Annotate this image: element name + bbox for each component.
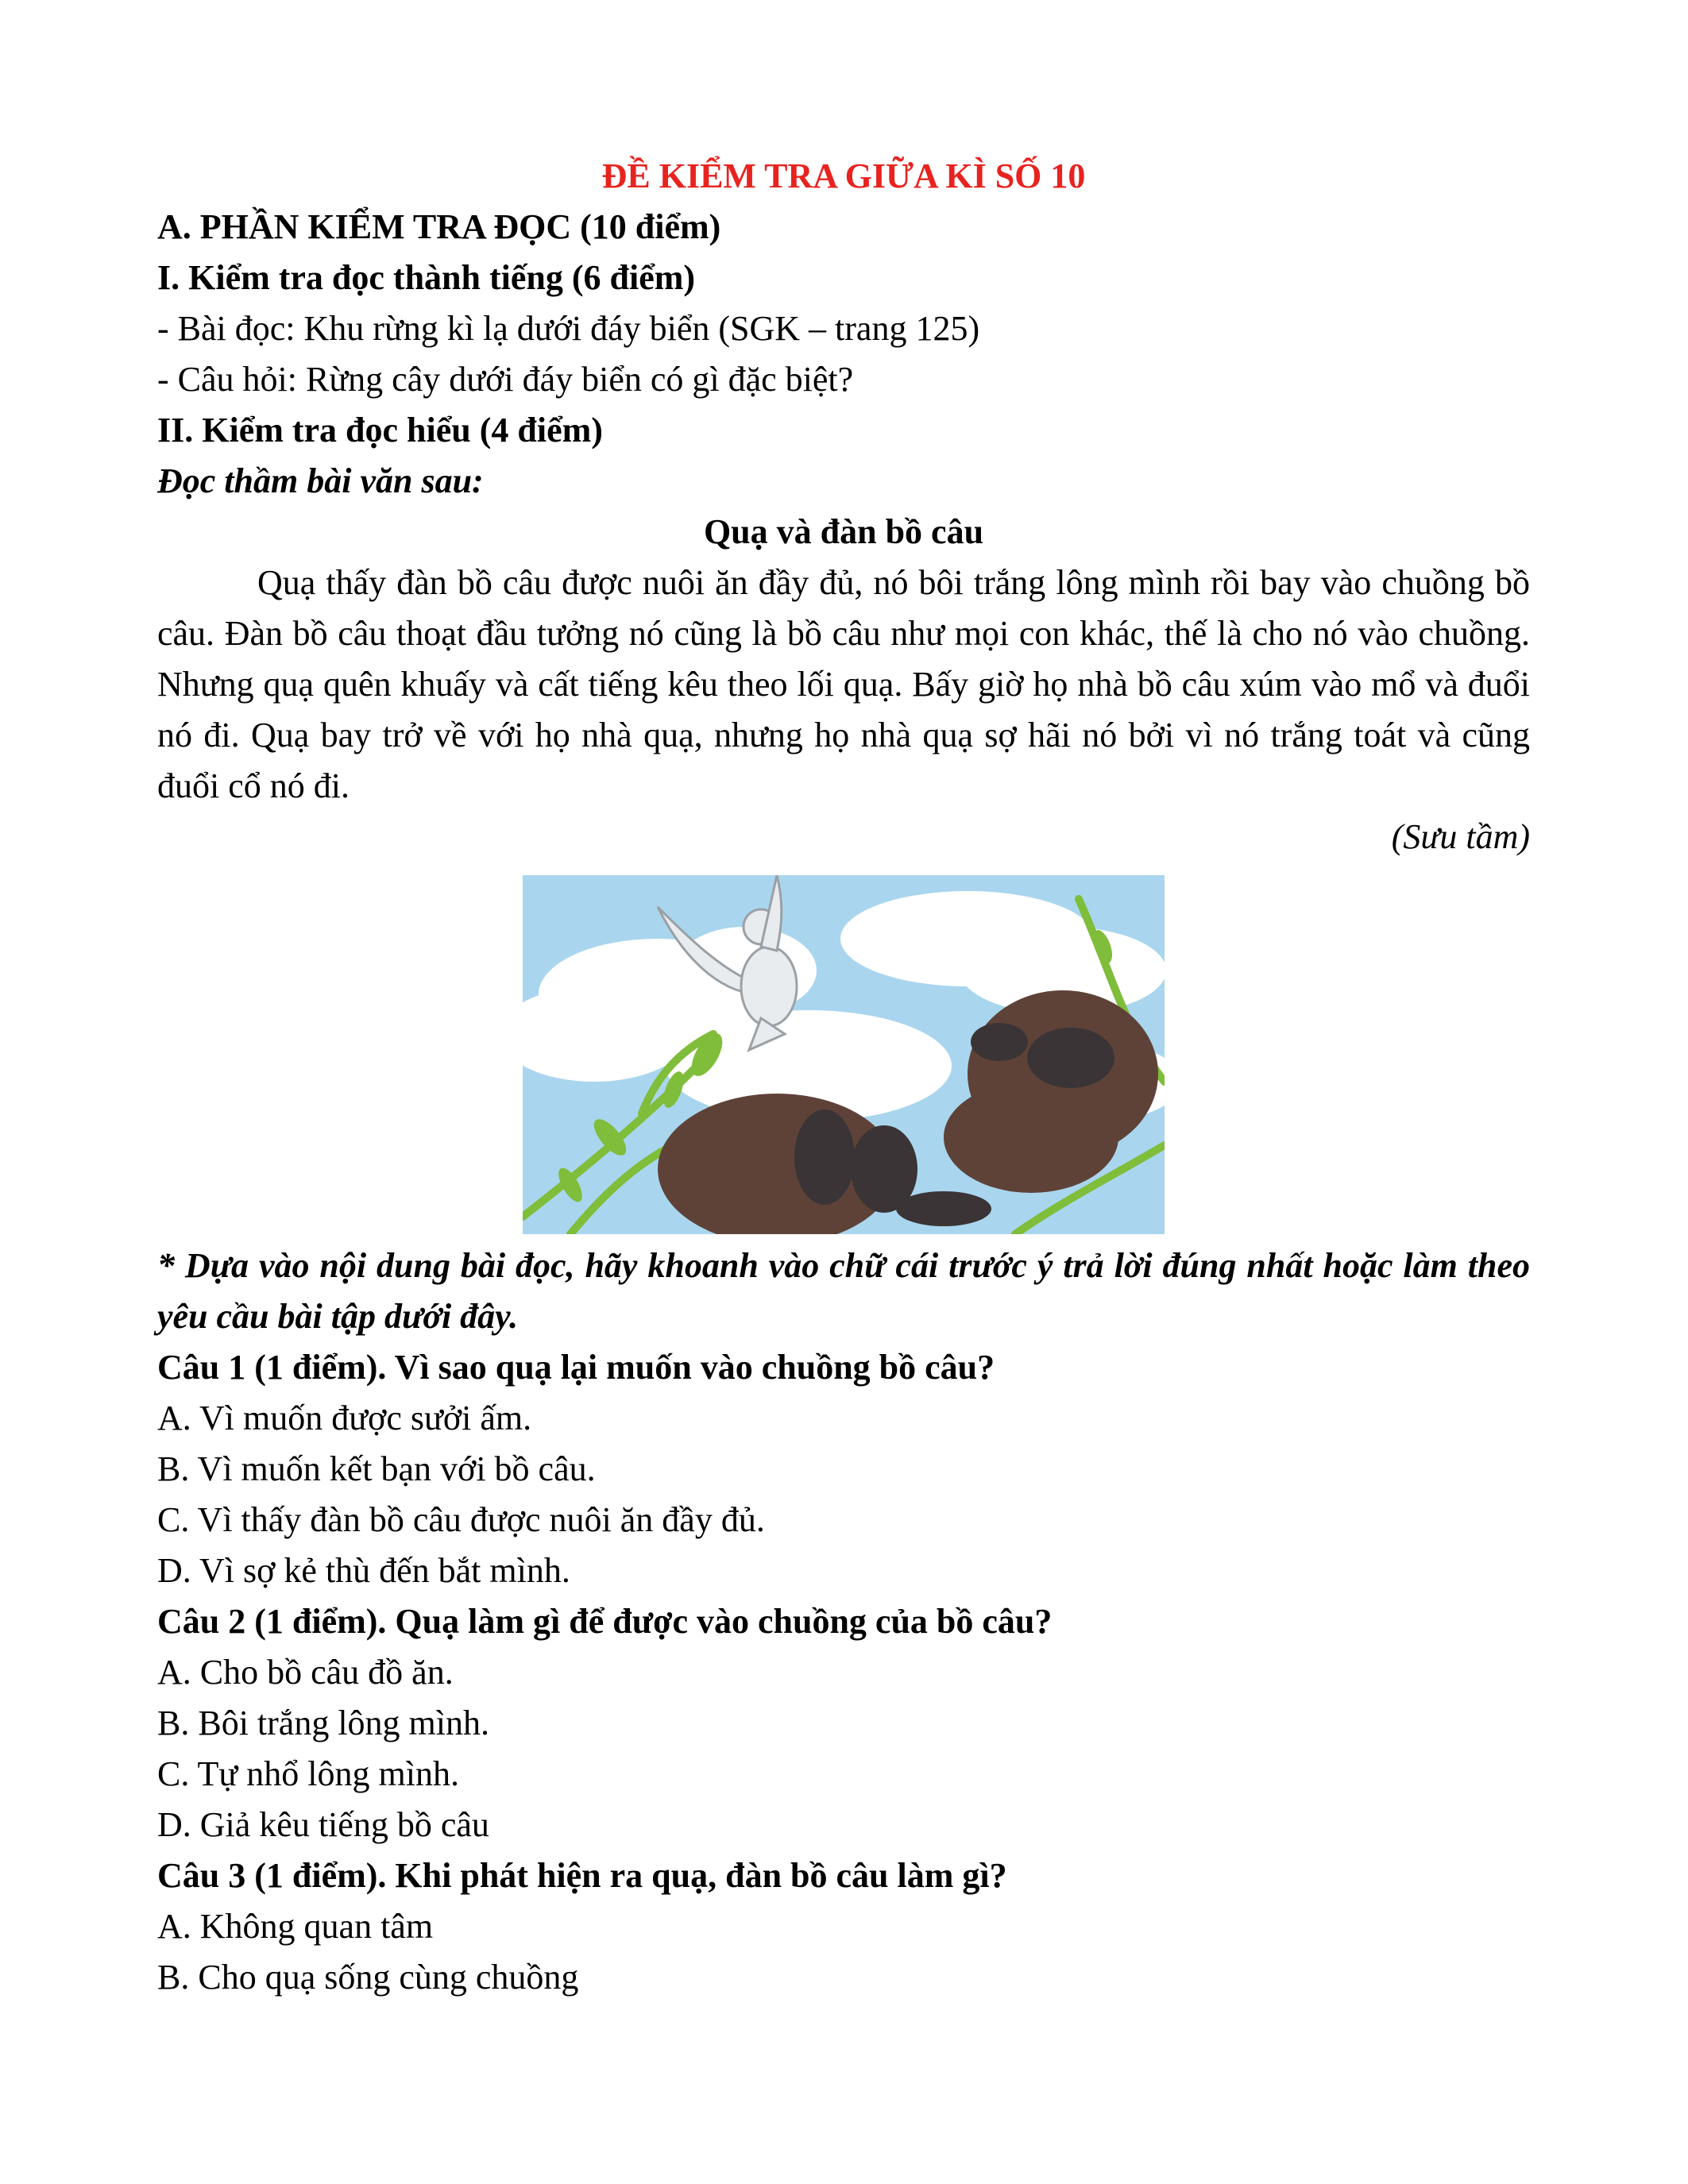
question-2-option-b[interactable]: B. Bôi trắng lông mình.	[157, 1704, 489, 1742]
question-1-option-a[interactable]: A. Vì muốn được sưởi ấm.	[157, 1399, 532, 1437]
story-paragraph: Quạ thấy đàn bồ câu được nuôi ăn đầy đủ, nó bôi trắng lông mình rồi bay vào chuồng bồ câu. Đàn bồ câu thoạt đầu tưởng nó cũng là bồ câu như mọi con khác, thế là cho nó vào chuồng. Nhưng quạ quên khuấy và cất tiếng kêu theo lối quạ. Bấy giờ họ nhà bồ câu xúm vào mổ và đuổi nó đi. Quạ bay trở về với họ nhà quạ, nhưng họ nhà quạ sợ hãi nó bởi vì nó trắng toát và cũng đuổi cổ nó đi.	[157, 563, 1530, 805]
question-3-prompt: Câu 3 (1 điểm). Khi phát hiện ra quạ, đàn bồ câu làm gì?	[157, 1856, 1007, 1895]
question-2-option-c[interactable]: C. Tự nhổ lông mình.	[157, 1754, 459, 1793]
question-2-option-d[interactable]: D. Giả kêu tiếng bồ câu	[157, 1805, 489, 1844]
section-a-heading: A. PHẦN KIỂM TRA ĐỌC (10 điểm)	[157, 207, 721, 246]
part1-reading: - Bài đọc: Khu rừng kì lạ dưới đáy biển (SGK – trang 125)	[157, 309, 980, 348]
part2-heading: II. Kiểm tra đọc hiểu (4 điểm)	[157, 411, 603, 450]
question-1-option-b[interactable]: B. Vì muốn kết bạn với bồ câu.	[157, 1449, 596, 1488]
question-1-prompt: Câu 1 (1 điểm). Vì sao quạ lại muốn vào chuồng bồ câu?	[157, 1348, 995, 1387]
part1-question: - Câu hỏi: Rừng cây dưới đáy biển có gì đặc biệt?	[157, 360, 854, 399]
question-2-prompt: Câu 2 (1 điểm). Quạ làm gì để được vào chuồng của bồ câu?	[157, 1602, 1053, 1641]
question-2-option-a[interactable]: A. Cho bồ câu đồ ăn.	[157, 1653, 454, 1692]
story-title: Quạ và đàn bồ câu	[703, 512, 984, 551]
question-1-option-c[interactable]: C. Vì thấy đàn bồ câu được nuôi ăn đầy đủ.	[157, 1500, 765, 1539]
part2-instruction: Đọc thầm bài văn sau:	[157, 461, 484, 500]
task-instruction: * Dựa vào nội dung bài đọc, hãy khoanh vào chữ cái trước ý trả lời đúng nhất hoặc làm theo yêu cầu bài tập dưới đây.	[157, 1246, 1530, 1336]
crow-and-pigeons-illustration	[523, 875, 1165, 1234]
page-title: ĐỀ KIỂM TRA GIỮA KÌ SỐ 10	[601, 156, 1086, 195]
question-1-option-d[interactable]: D. Vì sợ kẻ thù đến bắt mình.	[157, 1551, 570, 1590]
question-3-option-b[interactable]: B. Cho quạ sống cùng chuồng	[157, 1958, 579, 1997]
document-page	[157, 151, 1530, 2003]
story-source: (Sưu tầm)	[1391, 817, 1530, 856]
question-3-option-a[interactable]: A. Không quan tâm	[157, 1907, 434, 1946]
part1-heading: I. Kiểm tra đọc thành tiếng (6 điểm)	[157, 258, 696, 297]
